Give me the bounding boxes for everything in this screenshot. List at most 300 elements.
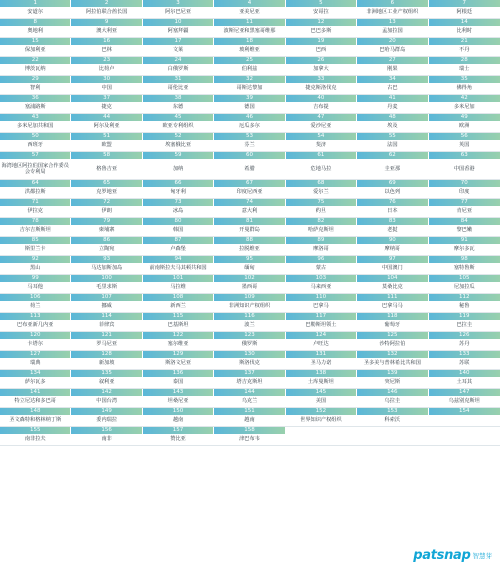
index-cell: 103	[286, 275, 357, 282]
country-name-cell: 塞特鲁斯	[429, 263, 500, 274]
index-cell: 100	[71, 275, 142, 282]
patsnap-logo	[413, 544, 492, 563]
index-cell: 154	[429, 408, 500, 415]
country-name-cell: 新西兰	[143, 301, 214, 312]
number-band	[0, 95, 500, 102]
country-name-cell: 瑞士	[429, 64, 500, 75]
country-name-cell: 罗马尼亚	[71, 339, 142, 350]
country-name-cell: 挪威	[71, 301, 142, 312]
country-name-cell: 孟加拉国	[357, 26, 428, 37]
number-band	[0, 275, 500, 282]
name-band	[0, 45, 500, 57]
index-cell: 35	[429, 76, 500, 83]
index-cell: 8	[0, 19, 71, 26]
index-cell: 83	[357, 218, 428, 225]
country-name-cell: 巴西	[286, 45, 357, 56]
country-name-cell: 非洲地区工业产权组织	[357, 7, 428, 18]
index-cell: 7	[429, 0, 500, 7]
country-name-cell: 秘鲁	[429, 301, 500, 312]
country-name-cell	[429, 434, 500, 445]
index-cell: 104	[357, 275, 428, 282]
country-name-cell: 前南斯拉夫马其顿共和国	[143, 263, 214, 274]
country-name-cell: 开曼群岛	[214, 225, 285, 236]
index-cell: 24	[143, 57, 214, 64]
country-name-cell: 英国	[429, 140, 500, 151]
index-cell: 52	[143, 133, 214, 140]
country-name-cell: 乌拉圭	[357, 396, 428, 407]
index-cell: 132	[357, 351, 428, 358]
country-name-cell: 西班牙	[0, 140, 71, 151]
index-cell	[429, 427, 500, 434]
index-cell: 60	[214, 152, 285, 159]
index-cell: 152	[286, 408, 357, 415]
index-cell: 64	[0, 180, 71, 187]
index-cell: 5	[286, 0, 357, 7]
index-cell: 41	[357, 95, 428, 102]
name-band	[0, 159, 500, 180]
country-name-cell: 玻利维亚	[214, 45, 285, 56]
number-band	[0, 180, 500, 187]
country-name-cell: 哥伦比亚	[143, 83, 214, 94]
index-cell: 13	[357, 19, 428, 26]
country-name-cell: 阿根廷	[429, 7, 500, 18]
index-cell: 1	[0, 0, 71, 7]
country-name-cell: 奥地利	[0, 26, 71, 37]
country-name-cell: 缅甸	[214, 263, 285, 274]
country-name-cell: 海湾地区阿拉伯国家合作委员会专利局	[0, 159, 71, 179]
country-name-cell: 墨西哥	[214, 282, 285, 293]
index-cell: 131	[286, 351, 357, 358]
country-name-cell: 莫桑比克	[357, 282, 428, 293]
index-cell: 156	[71, 427, 142, 434]
country-name-cell: 泰国	[143, 377, 214, 388]
index-cell: 39	[214, 95, 285, 102]
index-cell: 133	[429, 351, 500, 358]
country-name-cell: 乌兹别克斯坦	[429, 396, 500, 407]
country-name-cell: 乌克兰	[214, 396, 285, 407]
country-name-cell: 圣多美与普林希比共和国	[357, 358, 428, 369]
index-cell: 22	[0, 57, 71, 64]
country-name-cell: 多米尼加	[429, 102, 500, 113]
index-cell: 33	[286, 76, 357, 83]
number-band	[0, 38, 500, 45]
name-band	[0, 244, 500, 256]
index-cell: 87	[143, 237, 214, 244]
number-band	[0, 57, 500, 64]
country-name-cell: 尼加拉瓜	[429, 282, 500, 293]
country-name-cell: 科索沃	[357, 415, 428, 426]
country-name-cell: 越南	[214, 415, 285, 426]
name-band	[0, 396, 500, 408]
number-band	[0, 370, 500, 377]
country-name-cell: 安哥拉	[286, 7, 357, 18]
index-cell: 145	[286, 389, 357, 396]
country-name-cell: 塞浦路斯	[0, 102, 71, 113]
country-name-cell: 德国	[214, 102, 285, 113]
country-name-cell: 卢旺达	[286, 339, 357, 350]
index-cell: 44	[71, 114, 142, 121]
country-name-cell: 菲律宾	[71, 320, 142, 331]
country-name-cell: 巴林	[71, 45, 142, 56]
index-cell: 40	[286, 95, 357, 102]
index-cell: 106	[0, 294, 71, 301]
country-name-cell: 委内瑞拉	[71, 415, 142, 426]
index-cell: 136	[143, 370, 214, 377]
name-band	[0, 187, 500, 199]
country-name-cell: 摩洛哥	[286, 244, 357, 255]
index-cell: 153	[357, 408, 428, 415]
index-cell: 30	[71, 76, 142, 83]
index-cell: 15	[0, 38, 71, 45]
country-name-cell: 文莱	[143, 45, 214, 56]
index-cell: 108	[143, 294, 214, 301]
country-name-cell: 老挝	[357, 225, 428, 236]
index-cell: 3	[143, 0, 214, 7]
country-name-cell: 哥斯达黎加	[214, 83, 285, 94]
number-band	[0, 76, 500, 83]
index-cell: 98	[429, 256, 500, 263]
number-band	[0, 427, 500, 434]
country-name-cell: 斐济	[286, 140, 357, 151]
index-cell: 66	[143, 180, 214, 187]
index-cell: 92	[0, 256, 71, 263]
index-cell: 97	[357, 256, 428, 263]
country-name-cell: 白俄罗斯	[143, 64, 214, 75]
number-band	[0, 152, 500, 159]
country-name-cell: 萨尔瓦多	[0, 377, 71, 388]
index-cell: 50	[0, 133, 71, 140]
country-name-cell: 土耳其	[429, 377, 500, 388]
index-cell: 107	[71, 294, 142, 301]
country-name-cell: 立陶宛	[71, 244, 142, 255]
index-cell: 73	[143, 199, 214, 206]
country-name-cell: 苏丹	[429, 339, 500, 350]
index-cell: 68	[286, 180, 357, 187]
index-cell: 130	[214, 351, 285, 358]
index-cell: 122	[143, 332, 214, 339]
index-cell: 139	[357, 370, 428, 377]
index-cell: 114	[71, 313, 142, 320]
index-cell: 76	[357, 199, 428, 206]
number-band	[0, 0, 500, 7]
country-name-cell: 加纳	[143, 159, 214, 179]
index-cell: 117	[286, 313, 357, 320]
country-name-cell: 圣文森特和格林纳丁斯	[0, 415, 71, 426]
country-name-cell: 匈牙利	[143, 187, 214, 198]
index-cell: 112	[429, 294, 500, 301]
country-name-cell: 约旦	[286, 206, 357, 217]
country-name-cell: 世界知识产权组织	[286, 415, 357, 426]
index-cell: 89	[286, 237, 357, 244]
country-name-cell: 欧盟	[71, 140, 142, 151]
index-cell: 78	[0, 218, 71, 225]
country-name-cell: 危地马拉	[286, 159, 357, 179]
country-name-cell: 越南	[143, 415, 214, 426]
logo-subtitle: 智慧芽	[472, 552, 492, 560]
country-name-cell: 阿拉伯联合酋长国	[71, 7, 142, 18]
index-cell: 148	[0, 408, 71, 415]
country-name-cell: 韩国	[143, 225, 214, 236]
number-band	[0, 218, 500, 225]
index-cell: 16	[71, 38, 142, 45]
index-cell: 129	[143, 351, 214, 358]
country-name-cell: 刚果	[357, 64, 428, 75]
country-name-cell: 印度尼西亚	[214, 187, 285, 198]
country-name-cell: 埃及	[357, 121, 428, 132]
logo-mark: patsnap	[413, 548, 471, 563]
country-name-cell: 爱尔兰	[286, 187, 357, 198]
country-name-cell: 意大利	[214, 206, 285, 217]
index-cell: 157	[143, 427, 214, 434]
country-name-cell: 爱沙尼亚	[286, 121, 357, 132]
index-cell: 29	[0, 76, 71, 83]
name-band	[0, 206, 500, 218]
country-name-cell: 蒙古	[286, 263, 357, 274]
index-cell: 26	[286, 57, 357, 64]
index-cell: 135	[71, 370, 142, 377]
country-name-cell: 古巴	[357, 83, 428, 94]
index-cell: 126	[429, 332, 500, 339]
country-name-cell: 巴布亚新几内亚	[0, 320, 71, 331]
country-name-cell: 巴拉圭	[429, 320, 500, 331]
index-cell: 120	[0, 332, 71, 339]
index-cell: 4	[214, 0, 285, 7]
country-name-cell: 塞尔维亚	[143, 339, 214, 350]
index-cell: 6	[357, 0, 428, 7]
country-name-cell	[429, 415, 500, 426]
country-name-cell: 巴巴多斯	[286, 26, 357, 37]
index-cell: 111	[357, 294, 428, 301]
index-cell: 59	[143, 152, 214, 159]
index-cell: 142	[71, 389, 142, 396]
country-name-cell: 日本	[357, 206, 428, 217]
country-name-cell: 法国	[357, 140, 428, 151]
index-cell: 48	[357, 114, 428, 121]
index-cell: 12	[286, 19, 357, 26]
index-cell: 88	[214, 237, 285, 244]
name-band	[0, 339, 500, 351]
country-name-cell: 加拿大	[286, 64, 357, 75]
index-cell: 113	[0, 313, 71, 320]
country-name-cell: 巴哈马群岛	[357, 45, 428, 56]
country-name-cell: 比利时	[429, 26, 500, 37]
country-name-cell: 中国台湾	[71, 396, 142, 407]
index-cell: 14	[429, 19, 500, 26]
country-name-cell: 摩尔多瓦	[429, 244, 500, 255]
index-cell: 140	[429, 370, 500, 377]
number-band	[0, 294, 500, 301]
country-name-cell: 斯洛伐克	[214, 358, 285, 369]
country-name-cell: 阿塞拜疆	[143, 26, 214, 37]
index-cell: 28	[429, 57, 500, 64]
country-name-cell: 塔吉克斯坦	[214, 377, 285, 388]
country-name-cell: 吉尔吉斯斯坦	[0, 225, 71, 236]
index-cell: 158	[214, 427, 285, 434]
index-cell: 86	[71, 237, 142, 244]
country-name-cell: 伊拉克	[0, 206, 71, 217]
country-name-cell: 比荷卢	[71, 64, 142, 75]
country-name-cell: 厄瓜多尔	[214, 121, 285, 132]
index-cell: 47	[286, 114, 357, 121]
index-cell: 80	[143, 218, 214, 225]
index-cell: 43	[0, 114, 71, 121]
name-band	[0, 26, 500, 38]
country-name-cell: 安道尔	[0, 7, 71, 18]
index-cell: 93	[71, 256, 142, 263]
country-name-cell: 阿尔巴尼亚	[143, 7, 214, 18]
number-band	[0, 256, 500, 263]
name-band	[0, 415, 500, 427]
index-cell: 118	[357, 313, 428, 320]
index-cell: 51	[71, 133, 142, 140]
index-cell: 155	[0, 427, 71, 434]
number-band	[0, 332, 500, 339]
index-cell: 27	[357, 57, 428, 64]
name-band	[0, 301, 500, 313]
index-cell: 82	[286, 218, 357, 225]
number-band	[0, 19, 500, 26]
country-name-cell: 东德	[143, 102, 214, 113]
index-cell: 85	[0, 237, 71, 244]
index-cell: 45	[143, 114, 214, 121]
name-band	[0, 282, 500, 294]
name-band	[0, 358, 500, 370]
country-name-cell: 圭亚那	[357, 159, 428, 179]
country-name-cell: 黎巴嫩	[429, 225, 500, 236]
index-cell: 115	[143, 313, 214, 320]
country-name-cell: 苏联	[429, 358, 500, 369]
index-cell: 65	[71, 180, 142, 187]
country-name-cell: 马耳他	[0, 282, 71, 293]
index-cell	[286, 427, 357, 434]
country-name-cell: 圣马力诺	[286, 358, 357, 369]
country-name-cell: 土库曼斯坦	[286, 377, 357, 388]
number-band	[0, 133, 500, 140]
index-cell: 31	[143, 76, 214, 83]
name-band	[0, 225, 500, 237]
index-cell: 90	[357, 237, 428, 244]
index-cell: 95	[214, 256, 285, 263]
name-band	[0, 64, 500, 76]
country-name-cell: 南非	[71, 434, 142, 445]
country-name-cell: 卢森堡	[143, 244, 214, 255]
country-name-cell: 伯利兹	[214, 64, 285, 75]
index-cell: 17	[143, 38, 214, 45]
index-cell: 94	[143, 256, 214, 263]
index-cell: 146	[357, 389, 428, 396]
index-cell: 119	[429, 313, 500, 320]
country-name-cell: 突尼斯	[357, 377, 428, 388]
index-cell: 143	[143, 389, 214, 396]
country-name-cell: 赞比亚	[143, 434, 214, 445]
country-name-cell: 波斯尼亚和黑塞哥维那	[214, 26, 285, 37]
index-cell: 77	[429, 199, 500, 206]
index-cell: 36	[0, 95, 71, 102]
number-band	[0, 199, 500, 206]
country-name-cell: 澳大利亚	[71, 26, 142, 37]
index-cell: 124	[286, 332, 357, 339]
index-cell: 149	[71, 408, 142, 415]
country-name-cell: 希腊	[214, 159, 285, 179]
index-cell: 110	[286, 294, 357, 301]
country-name-cell: 中国香港	[429, 159, 500, 179]
name-band	[0, 320, 500, 332]
country-name-cell: 多米尼加共和国	[0, 121, 71, 132]
index-cell: 20	[357, 38, 428, 45]
country-name-cell: 南非拉夫	[0, 434, 71, 445]
country-name-cell: 捷克斯洛伐克	[286, 83, 357, 94]
country-name-cell: 伊朗	[71, 206, 142, 217]
country-name-cell: 埃塞俄比亚	[143, 140, 214, 151]
name-band	[0, 140, 500, 152]
index-cell: 121	[71, 332, 142, 339]
index-cell: 123	[214, 332, 285, 339]
index-cell: 116	[214, 313, 285, 320]
country-name-cell: 格鲁吉亚	[71, 159, 142, 179]
index-cell: 70	[429, 180, 500, 187]
index-cell: 57	[0, 152, 71, 159]
country-name-cell: 马拉维	[143, 282, 214, 293]
country-name-cell: 斯里兰卡	[0, 244, 71, 255]
index-cell: 2	[71, 0, 142, 7]
country-name-cell: 亚美尼亚	[214, 7, 285, 18]
index-cell: 61	[286, 152, 357, 159]
index-cell: 72	[71, 199, 142, 206]
index-cell: 109	[214, 294, 285, 301]
country-name-cell: 捷克	[71, 102, 142, 113]
index-cell: 32	[214, 76, 285, 83]
index-cell: 42	[429, 95, 500, 102]
country-name-cell: 欧洲	[429, 121, 500, 132]
index-cell: 91	[429, 237, 500, 244]
index-cell: 54	[286, 133, 357, 140]
index-cell: 49	[429, 114, 500, 121]
country-name-cell: 荷兰	[0, 301, 71, 312]
index-cell: 128	[71, 351, 142, 358]
country-name-cell: 葡萄牙	[357, 320, 428, 331]
name-band	[0, 102, 500, 114]
country-name-cell: 瑞典	[0, 358, 71, 369]
country-name-cell: 哈萨克斯坦	[286, 225, 357, 236]
index-cell: 147	[429, 389, 500, 396]
name-band	[0, 83, 500, 95]
country-name-cell: 智利	[0, 83, 71, 94]
country-name-cell	[357, 434, 428, 445]
country-name-cell: 中国	[71, 83, 142, 94]
index-cell: 84	[429, 218, 500, 225]
country-name-cell: 斯洛文尼亚	[143, 358, 214, 369]
country-name-cell: 冰岛	[143, 206, 214, 217]
country-name-cell	[286, 434, 357, 445]
country-name-cell: 阿尔及利亚	[71, 121, 142, 132]
name-band	[0, 263, 500, 275]
index-cell: 53	[214, 133, 285, 140]
index-cell: 11	[214, 19, 285, 26]
name-band	[0, 7, 500, 19]
index-cell: 21	[429, 38, 500, 45]
country-name-cell: 非洲知识产权组织	[214, 301, 285, 312]
country-name-cell: 吉布提	[286, 102, 357, 113]
index-cell: 19	[286, 38, 357, 45]
index-cell: 18	[214, 38, 285, 45]
country-name-cell: 叙利亚	[71, 377, 142, 388]
country-name-cell: 巴勒斯坦领土	[286, 320, 357, 331]
index-cell: 63	[429, 152, 500, 159]
number-band	[0, 351, 500, 358]
country-name-cell: 巴拿马	[286, 301, 357, 312]
country-name-cell: 波兰	[214, 320, 285, 331]
name-band	[0, 434, 500, 446]
